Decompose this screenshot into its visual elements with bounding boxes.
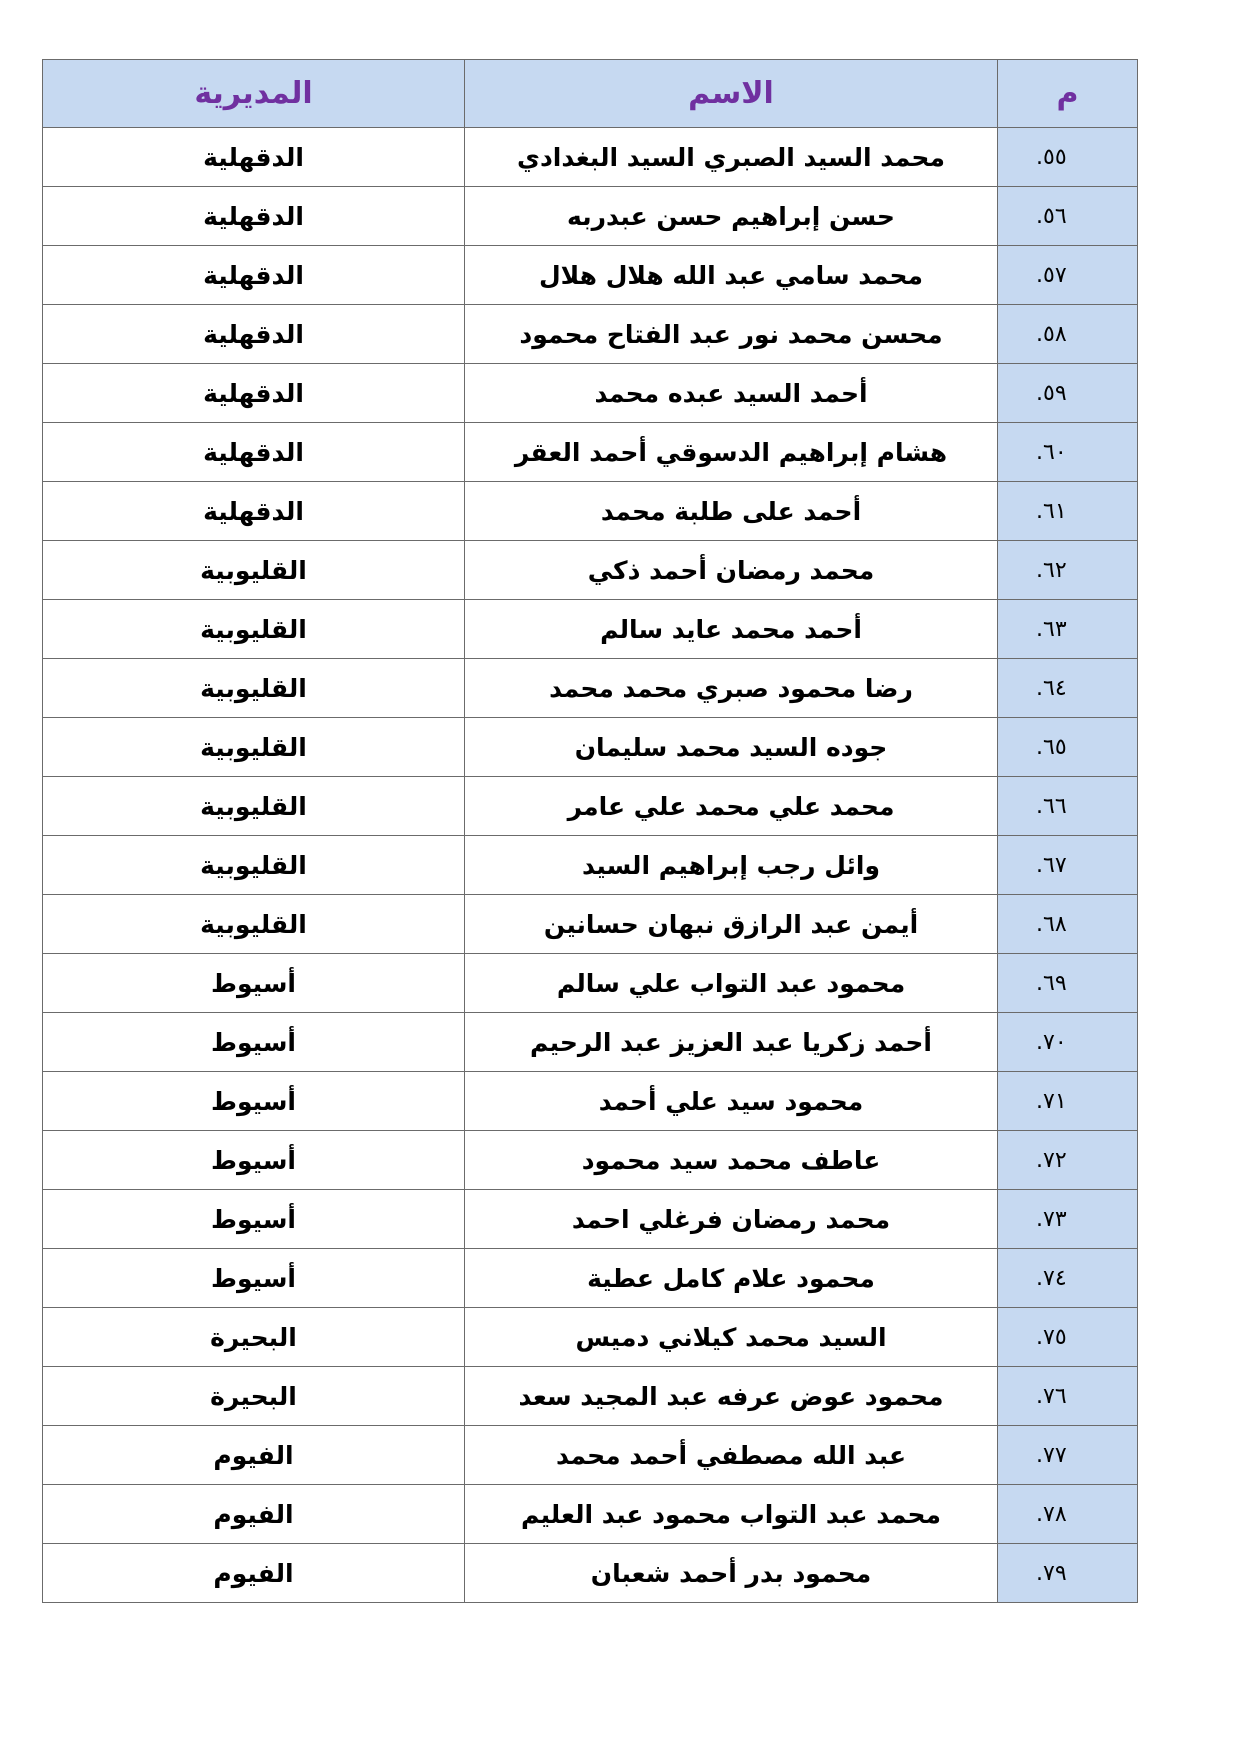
row-directorate: القليوبية bbox=[43, 541, 465, 600]
row-number: ٧٠. bbox=[998, 1013, 1138, 1072]
row-number: ٧٣. bbox=[998, 1190, 1138, 1249]
table-row bbox=[43, 1426, 1138, 1485]
row-directorate: القليوبية bbox=[43, 600, 465, 659]
row-number: ٧٥. bbox=[998, 1308, 1138, 1367]
row-number: ٧١. bbox=[998, 1072, 1138, 1131]
table-row bbox=[43, 246, 1138, 305]
row-directorate: الفيوم bbox=[43, 1544, 465, 1603]
row-name: حسن إبراهيم حسن عبدربه bbox=[465, 187, 998, 246]
row-number: ٦٣. bbox=[998, 600, 1138, 659]
row-name: محمود عبد التواب علي سالم bbox=[465, 954, 998, 1013]
table-row bbox=[43, 1190, 1138, 1249]
row-name: محمود سيد علي أحمد bbox=[465, 1072, 998, 1131]
header-row bbox=[43, 60, 1138, 128]
row-name: السيد محمد كيلاني دميس bbox=[465, 1308, 998, 1367]
table-row bbox=[43, 1131, 1138, 1190]
row-number: ٦٨. bbox=[998, 895, 1138, 954]
table-row bbox=[43, 1249, 1138, 1308]
row-directorate: الفيوم bbox=[43, 1485, 465, 1544]
row-number: ٦٧. bbox=[998, 836, 1138, 895]
row-directorate: الدقهلية bbox=[43, 482, 465, 541]
row-directorate: الدقهلية bbox=[43, 423, 465, 482]
row-directorate: القليوبية bbox=[43, 895, 465, 954]
row-number: ٦٠. bbox=[998, 423, 1138, 482]
row-name: محمد السيد الصبري السيد البغدادي bbox=[465, 128, 998, 187]
row-name: محمد رمضان أحمد ذكي bbox=[465, 541, 998, 600]
row-number: ٥٥. bbox=[998, 128, 1138, 187]
row-name: هشام إبراهيم الدسوقي أحمد العقر bbox=[465, 423, 998, 482]
table-row bbox=[43, 305, 1138, 364]
row-directorate: الدقهلية bbox=[43, 364, 465, 423]
names-table bbox=[42, 59, 1138, 1603]
table-row bbox=[43, 1072, 1138, 1131]
row-name: وائل رجب إبراهيم السيد bbox=[465, 836, 998, 895]
row-directorate: القليوبية bbox=[43, 718, 465, 777]
row-name: محمد سامي عبد الله هلال هلال bbox=[465, 246, 998, 305]
row-directorate: البحيرة bbox=[43, 1308, 465, 1367]
row-directorate: الفيوم bbox=[43, 1426, 465, 1485]
table-row bbox=[43, 1308, 1138, 1367]
row-name: محمود عوض عرفه عبد المجيد سعد bbox=[465, 1367, 998, 1426]
table-row bbox=[43, 1485, 1138, 1544]
table-row bbox=[43, 187, 1138, 246]
table-row bbox=[43, 541, 1138, 600]
row-directorate: أسيوط bbox=[43, 1072, 465, 1131]
table-row bbox=[43, 659, 1138, 718]
row-number: ٦٩. bbox=[998, 954, 1138, 1013]
table-row bbox=[43, 895, 1138, 954]
table-row bbox=[43, 777, 1138, 836]
table-row bbox=[43, 1367, 1138, 1426]
row-number: ٦٤. bbox=[998, 659, 1138, 718]
row-directorate: الدقهلية bbox=[43, 187, 465, 246]
row-number: ٥٦. bbox=[998, 187, 1138, 246]
table-row bbox=[43, 423, 1138, 482]
header-number: م bbox=[998, 60, 1138, 128]
header-name: الاسم bbox=[465, 60, 998, 128]
row-directorate: أسيوط bbox=[43, 1131, 465, 1190]
row-number: ٧٨. bbox=[998, 1485, 1138, 1544]
row-number: ٥٧. bbox=[998, 246, 1138, 305]
row-name: محسن محمد نور عبد الفتاح محمود bbox=[465, 305, 998, 364]
table-row bbox=[43, 1013, 1138, 1072]
row-directorate: القليوبية bbox=[43, 836, 465, 895]
row-number: ٧٢. bbox=[998, 1131, 1138, 1190]
row-name: أحمد السيد عبده محمد bbox=[465, 364, 998, 423]
table-row bbox=[43, 128, 1138, 187]
row-number: ٦٥. bbox=[998, 718, 1138, 777]
row-name: محمد عبد التواب محمود عبد العليم bbox=[465, 1485, 998, 1544]
row-name: محمود بدر أحمد شعبان bbox=[465, 1544, 998, 1603]
table-row bbox=[43, 954, 1138, 1013]
row-directorate: الدقهلية bbox=[43, 246, 465, 305]
row-directorate: أسيوط bbox=[43, 1190, 465, 1249]
row-name: أيمن عبد الرازق نبهان حسانين bbox=[465, 895, 998, 954]
table-row bbox=[43, 718, 1138, 777]
row-directorate: الدقهلية bbox=[43, 128, 465, 187]
row-number: ٥٨. bbox=[998, 305, 1138, 364]
row-name: جوده السيد محمد سليمان bbox=[465, 718, 998, 777]
row-name: أحمد على طلبة محمد bbox=[465, 482, 998, 541]
row-number: ٦٦. bbox=[998, 777, 1138, 836]
row-number: ٧٧. bbox=[998, 1426, 1138, 1485]
row-name: رضا محمود صبري محمد محمد bbox=[465, 659, 998, 718]
row-number: ٧٩. bbox=[998, 1544, 1138, 1603]
row-directorate: أسيوط bbox=[43, 1249, 465, 1308]
header-directorate: المديرية bbox=[43, 60, 465, 128]
table-row bbox=[43, 836, 1138, 895]
row-directorate: الدقهلية bbox=[43, 305, 465, 364]
row-name: محمود علام كامل عطية bbox=[465, 1249, 998, 1308]
row-directorate: القليوبية bbox=[43, 659, 465, 718]
row-name: عاطف محمد سيد محمود bbox=[465, 1131, 998, 1190]
table-row bbox=[43, 364, 1138, 423]
table-row bbox=[43, 1544, 1138, 1603]
row-number: ٦١. bbox=[998, 482, 1138, 541]
row-directorate: أسيوط bbox=[43, 1013, 465, 1072]
row-name: عبد الله مصطفي أحمد محمد bbox=[465, 1426, 998, 1485]
row-name: محمد رمضان فرغلي احمد bbox=[465, 1190, 998, 1249]
row-number: ٦٢. bbox=[998, 541, 1138, 600]
row-directorate: القليوبية bbox=[43, 777, 465, 836]
row-number: ٧٦. bbox=[998, 1367, 1138, 1426]
row-name: محمد علي محمد علي عامر bbox=[465, 777, 998, 836]
row-name: أحمد محمد عايد سالم bbox=[465, 600, 998, 659]
row-directorate: أسيوط bbox=[43, 954, 465, 1013]
table-row bbox=[43, 482, 1138, 541]
table-row bbox=[43, 600, 1138, 659]
row-number: ٥٩. bbox=[998, 364, 1138, 423]
row-number: ٧٤. bbox=[998, 1249, 1138, 1308]
row-directorate: البحيرة bbox=[43, 1367, 465, 1426]
row-name: أحمد زكريا عبد العزيز عبد الرحيم bbox=[465, 1013, 998, 1072]
